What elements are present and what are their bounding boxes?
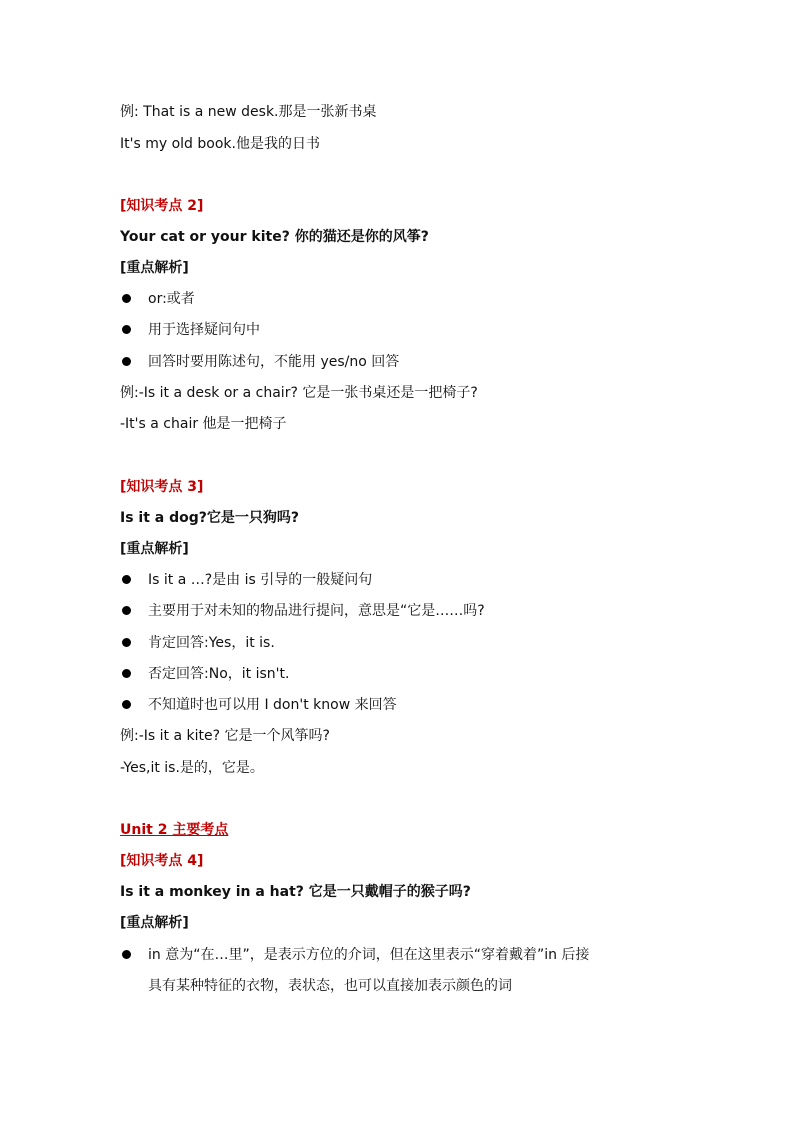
question-line: Is it a monkey in a hat? 它是一只戴帽子的猴子吗? — [120, 884, 471, 900]
unit-heading: Unit 2 主要考点 — [120, 822, 229, 838]
bullet-icon — [122, 950, 131, 959]
example-line: -Yes,it is.是的，它是。 — [120, 760, 264, 776]
bullet-icon — [122, 357, 131, 366]
bullet-icon — [122, 606, 131, 615]
analysis-label: [重点解析] — [120, 541, 189, 557]
example-line: It's my old book.他是我的日书 — [120, 136, 320, 152]
bullet-icon — [122, 638, 131, 647]
bullet-icon — [122, 700, 131, 709]
bullet-icon — [122, 325, 131, 334]
analysis-label: [重点解析] — [120, 915, 189, 931]
analysis-label: [重点解析] — [120, 260, 189, 276]
bullet-icon — [122, 669, 131, 678]
question-line: Is it a dog?它是一只狗吗? — [120, 510, 300, 526]
example-line: -It's a chair 他是一把椅子 — [120, 416, 287, 432]
document-page: 例: That is a new desk.那是一张新书桌 It's my old book.他是我的日书 [知识考点 2] Your cat or your kite? 你的猫还是你的风筝? [重点解析] or:或者 用于选择疑问句中 回答时要用陈述句，不能用 yes/no 回答 例:-Is it a desk or a chair? 它是一张书桌还是一把椅子? -It's a chair 他是一把椅子 [知识考点 3] Is it a dog?它是一只狗吗? [重点解析] Is it a …?是由 is 引导的一般疑问句 主要用于对未知的物品进行提问，意思是“它是……吗? 肯定回答:Yes，it is. 否定回答:No，it isn't. 不知道时也可以用 I don't know 来回答 例:-Is it a kite? 它是一个风筝吗? -Yes,it is.是的，它是。 Unit 2 主要考点 [知识考点 4] Is it a monkey in a hat? 它是一只戴帽子的猴子吗? [重点解析] in 意为“在…里”，是表示方位的介词，但在这里表示“穿着戴着”in 后接 具有某种特征的衣物，表状态，也可以直接加表示颜色的词 — [120, 104, 590, 994]
list-item-continuation: 具有某种特征的衣物，表状态，也可以直接加表示颜色的词 — [148, 978, 512, 994]
bullet-icon — [122, 294, 131, 303]
section-title-kp3: [知识考点 3] — [120, 479, 204, 495]
example-line: 例:-Is it a kite? 它是一个风筝吗? — [120, 728, 330, 744]
section-title-kp2: [知识考点 2] — [120, 198, 204, 214]
example-line: 例: That is a new desk.那是一张新书桌 — [120, 104, 377, 120]
bullet-icon — [122, 575, 131, 584]
section-title-kp4: [知识考点 4] — [120, 853, 204, 869]
question-line: Your cat or your kite? 你的猫还是你的风筝? — [120, 229, 429, 245]
example-line: 例:-Is it a desk or a chair? 它是一张书桌还是一把椅子? — [120, 385, 478, 401]
